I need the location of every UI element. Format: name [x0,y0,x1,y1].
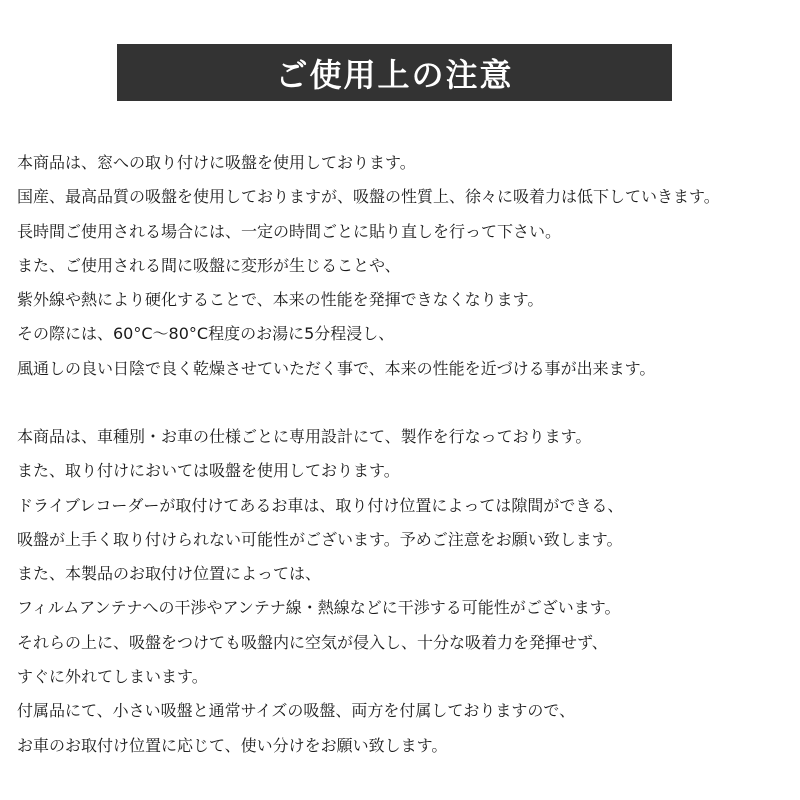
text-line: その際には、60°C～80°C程度のお湯に5分程浸し、 [17,324,395,344]
text-line: 国産、最高品質の吸盤を使用しておりますが、吸盤の性質上、徐々に吸着力は低下していきます。 [17,187,720,207]
text-line: 本商品は、車種別・お車の仕様ごとに専用設計にて、製作を行なっております。 [17,427,592,446]
text-line: また、本製品のお取付け位置によっては、 [17,564,322,584]
notice-paragraph-installation [17,420,792,763]
page-title: ご使用上の注意 [275,55,514,94]
title-banner [117,44,672,101]
text-line: お車のお取付け位置に応じて、使い分けをお願い致します。 [17,735,448,755]
notice-paragraph-suction-cup [17,146,792,386]
text-line: 風通しの良い日陰で良く乾燥させていただく事で、本来の性能を近づける事が出来ます。 [17,358,656,378]
text-line: 長時間ご使用される場合には、一定の時間ごとに貼り直しを行って下さい。 [17,221,562,241]
text-line: すぐに外れてしまいます。 [17,667,208,687]
text-line: 紫外線や熱により硬化することで、本来の性能を発揮できなくなります。 [17,290,544,310]
text-line: それらの上に、吸盤をつけても吸盤内に空気が侵入し、十分な吸着力を発揮せず、 [17,632,608,652]
text-line: フィルムアンテナへの干渉やアンテナ線・熱線などに干渉する可能性がございます。 [17,598,621,618]
text-line: 本商品は、窓への取り付けに吸盤を使用しております。 [17,153,416,172]
text-line: また、ご使用される間に吸盤に変形が生じることや、 [17,255,401,275]
text-line: 付属品にて、小さい吸盤と通常サイズの吸盤、両方を付属しておりますので、 [17,701,576,721]
text-line: 吸盤が上手く取り付けられない可能性がございます。予めご注意をお願い致します。 [17,529,623,549]
text-line: ドライブレコーダーが取付けてあるお車は、取り付け位置によっては隙間ができる、 [17,495,624,515]
text-line: また、取り付けにおいては吸盤を使用しております。 [17,461,400,481]
